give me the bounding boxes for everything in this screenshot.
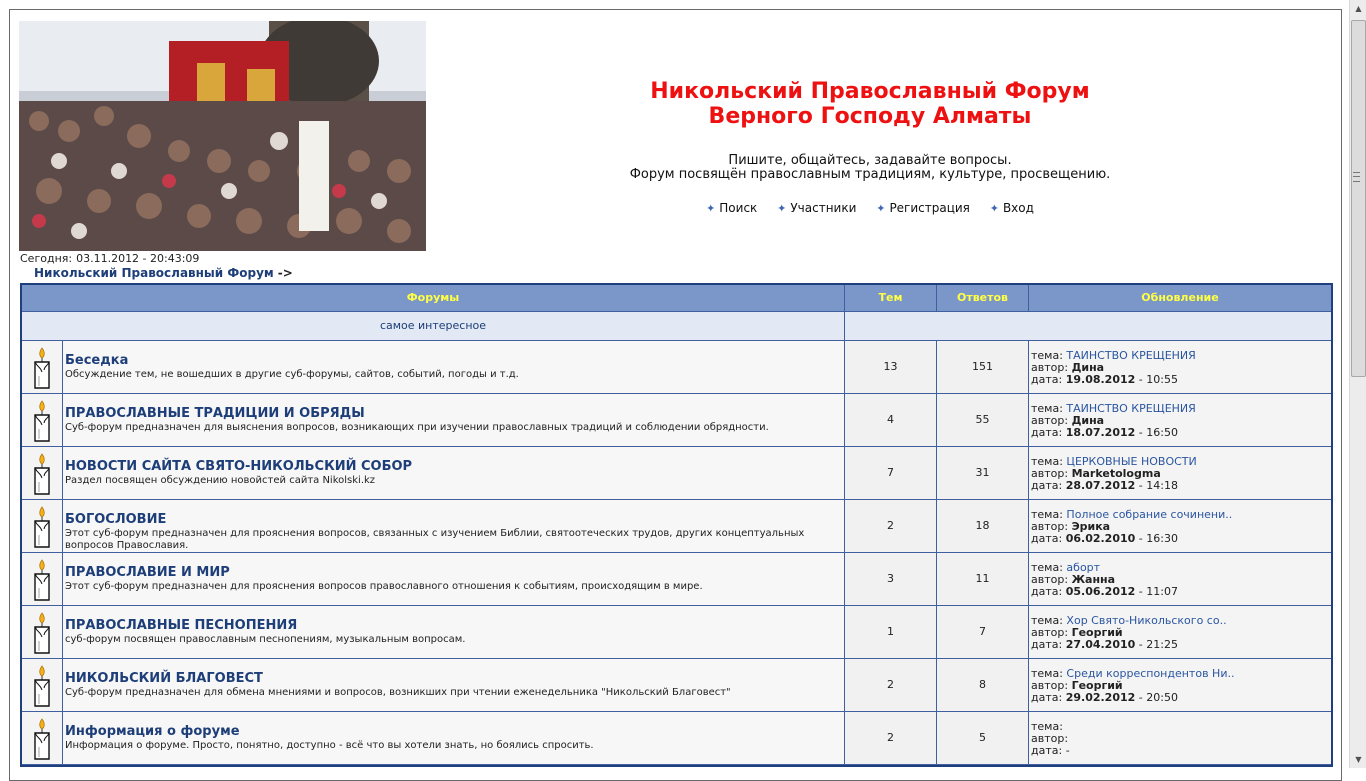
scroll-up-arrow-icon[interactable]: ▲ <box>1355 4 1362 13</box>
forum-topics-count: 7 <box>845 447 937 499</box>
last-post-date: 29.02.2012 <box>1065 691 1136 704</box>
last-author-name[interactable]: Дина <box>1071 414 1105 427</box>
last-post-time: - <box>1065 744 1070 757</box>
scroll-thumb[interactable] <box>1351 20 1366 377</box>
star-bullet-icon: ✦ <box>777 202 787 215</box>
last-post-cell <box>1029 394 1329 446</box>
menu-register-link[interactable]: ✦ Регистрация <box>876 201 970 215</box>
col-header-replies: Ответов <box>937 285 1029 311</box>
candle-icon <box>30 346 54 390</box>
forum-row <box>22 606 1331 659</box>
forum-topics-count: 1 <box>845 606 937 658</box>
last-author-label: автор: <box>1031 520 1069 533</box>
forum-topics-count: 4 <box>845 394 937 446</box>
category-row <box>22 312 1331 341</box>
forum-table <box>20 283 1333 767</box>
header-menu <box>570 201 1170 215</box>
last-date-label: дата: <box>1031 532 1063 545</box>
last-author-label: автор: <box>1031 361 1069 374</box>
forum-info-cell <box>63 606 845 658</box>
forum-row <box>22 447 1331 500</box>
last-author-label: автор: <box>1031 679 1069 692</box>
forum-status-cell <box>22 447 63 499</box>
last-post-cell <box>1029 659 1329 711</box>
last-date-label: дата: <box>1031 744 1063 757</box>
col-header-forums: Форумы <box>22 285 845 311</box>
last-post-time: - 11:07 <box>1138 585 1178 598</box>
last-author-name[interactable]: Дина <box>1071 361 1105 374</box>
forum-subtitle-line1: Пишите, общайтесь, задавайте вопросы. <box>728 153 1012 168</box>
forum-topics-count: 2 <box>845 712 937 764</box>
forum-replies-count: 18 <box>937 500 1029 552</box>
last-author-label: автор: <box>1031 414 1069 427</box>
last-post-cell <box>1029 606 1329 658</box>
forum-row <box>22 500 1331 553</box>
last-topic-link[interactable]: Хор Свято-Никольского со.. <box>1066 614 1227 627</box>
last-date-label: дата: <box>1031 479 1063 492</box>
forum-status-cell <box>22 712 63 764</box>
last-post-date: 06.02.2010 <box>1065 532 1136 545</box>
candle-icon <box>30 452 54 496</box>
forum-name-link[interactable]: Беседка <box>65 353 129 368</box>
last-topic-label: тема: <box>1031 455 1063 468</box>
forum-replies-count: 31 <box>937 447 1029 499</box>
forum-info-cell <box>63 659 845 711</box>
last-post-date: 19.08.2012 <box>1065 373 1136 386</box>
forum-title-line2: Верного Господу Алматы <box>708 104 1032 129</box>
last-topic-label: тема: <box>1031 402 1063 415</box>
last-topic-label: тема: <box>1031 508 1063 521</box>
last-topic-label: тема: <box>1031 667 1063 680</box>
category-name-link[interactable]: самое интересное <box>22 312 845 340</box>
forum-name-link[interactable]: НИКОЛЬСКИЙ БЛАГОВЕСТ <box>65 671 263 686</box>
forum-status-cell <box>22 394 63 446</box>
forum-title-line1: Никольский Православный Форум <box>650 79 1090 104</box>
forum-subtitle-line2: Форум посвящён православным традициям, культуре, просвещению. <box>629 167 1111 182</box>
last-date-label: дата: <box>1031 585 1063 598</box>
last-date-label: дата: <box>1031 426 1063 439</box>
forum-status-cell <box>22 500 63 552</box>
last-topic-link[interactable]: ЦЕРКОВНЫЕ НОВОСТИ <box>1066 455 1197 468</box>
forum-info-cell <box>63 500 845 552</box>
col-header-update: Обновление <box>1141 291 1219 304</box>
forum-description: суб-форум посвящен православным песнопениям, музыкальным вопросам. <box>65 634 466 645</box>
last-topic-link[interactable]: ТАИНСТВО КРЕЩЕНИЯ <box>1066 402 1196 415</box>
breadcrumb-home-link[interactable]: Никольский Православный Форум <box>34 266 274 280</box>
last-topic-label: тема: <box>1031 720 1063 733</box>
last-topic-link[interactable]: аборт <box>1066 561 1101 574</box>
forum-topics-count: 13 <box>845 341 937 393</box>
current-date: Сегодня: 03.11.2012 - 20:43:09 <box>20 252 200 265</box>
last-post-date: 27.04.2010 <box>1065 638 1136 651</box>
candle-icon <box>30 717 54 761</box>
candle-icon <box>30 505 54 549</box>
candle-icon <box>30 558 54 602</box>
breadcrumb-arrow: -> <box>277 266 293 280</box>
forum-description: Обсуждение тем, не вошедших в другие суб-форумы, сайтов, событий, погоды и т.д. <box>65 369 519 380</box>
forum-description: Суб-форум предназначен для выяснения вопросов, возникающих при изучении православных традиций и соблюдении обрядности. <box>65 422 769 433</box>
forum-row <box>22 659 1331 712</box>
forum-description: Суб-форум предназначен для обмена мнениями и вопросов, возникших при чтении еженедельника "Никольский Благовест" <box>65 687 731 698</box>
last-author-label: автор: <box>1031 626 1069 639</box>
last-post-time: - 21:25 <box>1138 638 1178 651</box>
last-post-time: - 16:30 <box>1138 532 1178 545</box>
forum-info-cell <box>63 553 845 605</box>
last-author-label: автор: <box>1031 467 1069 480</box>
forum-topics-count: 3 <box>845 553 937 605</box>
forum-info-cell <box>63 341 845 393</box>
forum-info-cell <box>63 394 845 446</box>
last-post-cell <box>1029 500 1329 552</box>
forum-replies-count: 151 <box>937 341 1029 393</box>
forum-name-link[interactable]: ПРАВОСЛАВНЫЕ ТРАДИЦИИ И ОБРЯДЫ <box>65 406 365 421</box>
forum-info-cell <box>63 712 845 764</box>
forum-replies-count: 55 <box>937 394 1029 446</box>
forum-name-link[interactable]: Информация о форуме <box>65 724 240 739</box>
forum-description: Раздел посвящен обсуждению новойстей сайта Nikolski.kz <box>65 475 376 486</box>
last-author-label: автор: <box>1031 573 1069 586</box>
last-post-time: - 14:18 <box>1138 479 1178 492</box>
forum-name-link[interactable]: ПРАВОСЛАВНЫЕ ПЕСНОПЕНИЯ <box>65 618 298 633</box>
col-header-topics: Тем <box>845 285 937 311</box>
last-post-date: 28.07.2012 <box>1065 479 1136 492</box>
star-bullet-icon: ✦ <box>876 202 886 215</box>
table-header <box>22 285 1331 312</box>
last-topic-link[interactable]: Полное собрание сочинени.. <box>1066 508 1233 521</box>
forum-replies-count: 11 <box>937 553 1029 605</box>
forum-row <box>22 712 1331 765</box>
last-date-label: дата: <box>1031 373 1063 386</box>
forum-topics-count: 2 <box>845 659 937 711</box>
last-post-cell <box>1029 553 1329 605</box>
last-topic-label: тема: <box>1031 561 1063 574</box>
candle-icon <box>30 611 54 655</box>
breadcrumb <box>34 266 293 280</box>
menu-login-link[interactable]: ✦ Вход <box>989 201 1034 215</box>
forum-status-cell <box>22 553 63 605</box>
last-author-name[interactable]: Эрика <box>1071 520 1111 533</box>
star-bullet-icon: ✦ <box>989 202 999 215</box>
forum-status-cell <box>22 659 63 711</box>
candle-icon <box>30 664 54 708</box>
last-date-label: дата: <box>1031 638 1063 651</box>
forum-row <box>22 341 1331 394</box>
menu-members-link[interactable]: ✦ Участники <box>777 201 857 215</box>
last-post-cell <box>1029 712 1329 764</box>
last-topic-label: тема: <box>1031 349 1063 362</box>
menu-search-link[interactable]: ✦ Поиск <box>706 201 758 215</box>
last-author-name[interactable]: Жанна <box>1071 573 1116 586</box>
last-post-time: - 16:50 <box>1138 426 1178 439</box>
forum-name-link[interactable]: БОГОСЛОВИЕ <box>65 512 167 527</box>
last-post-cell <box>1029 341 1329 393</box>
last-post-date: 18.07.2012 <box>1065 426 1136 439</box>
forum-name-link[interactable]: НОВОСТИ САЙТА СВЯТО-НИКОЛЬСКИЙ СОБОР <box>65 459 413 474</box>
forum-row <box>22 394 1331 447</box>
last-topic-link[interactable]: Среди корреспондентов Ни.. <box>1066 667 1235 680</box>
star-bullet-icon: ✦ <box>706 202 716 215</box>
last-author-name[interactable]: Marketologma <box>1071 467 1161 480</box>
scroll-grip-icon <box>1353 172 1360 182</box>
last-topic-link[interactable]: ТАИНСТВО КРЕЩЕНИЯ <box>1066 349 1196 362</box>
forum-status-cell <box>22 606 63 658</box>
forum-row <box>22 553 1331 606</box>
last-author-label: автор: <box>1031 732 1069 745</box>
last-topic-label: тема: <box>1031 614 1063 627</box>
last-post-date: 05.06.2012 <box>1065 585 1136 598</box>
forum-info-cell <box>63 447 845 499</box>
forum-name-link[interactable]: ПРАВОСЛАВИЕ И МИР <box>65 565 230 580</box>
header-banner-image <box>19 21 426 251</box>
forum-replies-count: 7 <box>937 606 1029 658</box>
forum-topics-count: 2 <box>845 500 937 552</box>
forum-description: Этот суб-форум предназначен для прояснения вопросов, связанных с изучением Библии, святоотеческих трудов, других концептуальных вопросов Православия. <box>65 528 805 551</box>
last-author-name[interactable]: Георгий <box>1071 679 1123 692</box>
last-post-time: - 10:55 <box>1138 373 1178 386</box>
last-date-label: дата: <box>1031 691 1063 704</box>
forum-description: Информация о форуме. Просто, понятно, доступно - всё что вы хотели знать, но боялись спросить. <box>65 740 594 751</box>
candle-icon <box>30 399 54 443</box>
vertical-scrollbar[interactable] <box>1349 0 1366 768</box>
last-author-name[interactable]: Георгий <box>1071 626 1123 639</box>
forum-description: Этот суб-форум предназначен для прояснения вопросов православного отношения к событиям, происходящим в мире. <box>65 581 703 592</box>
scroll-down-arrow-icon[interactable]: ▼ <box>1355 755 1362 764</box>
forum-replies-count: 5 <box>937 712 1029 764</box>
last-post-time: - 20:50 <box>1138 691 1178 704</box>
forum-status-cell <box>22 341 63 393</box>
forum-replies-count: 8 <box>937 659 1029 711</box>
last-post-cell <box>1029 447 1329 499</box>
page-frame <box>9 9 1342 781</box>
